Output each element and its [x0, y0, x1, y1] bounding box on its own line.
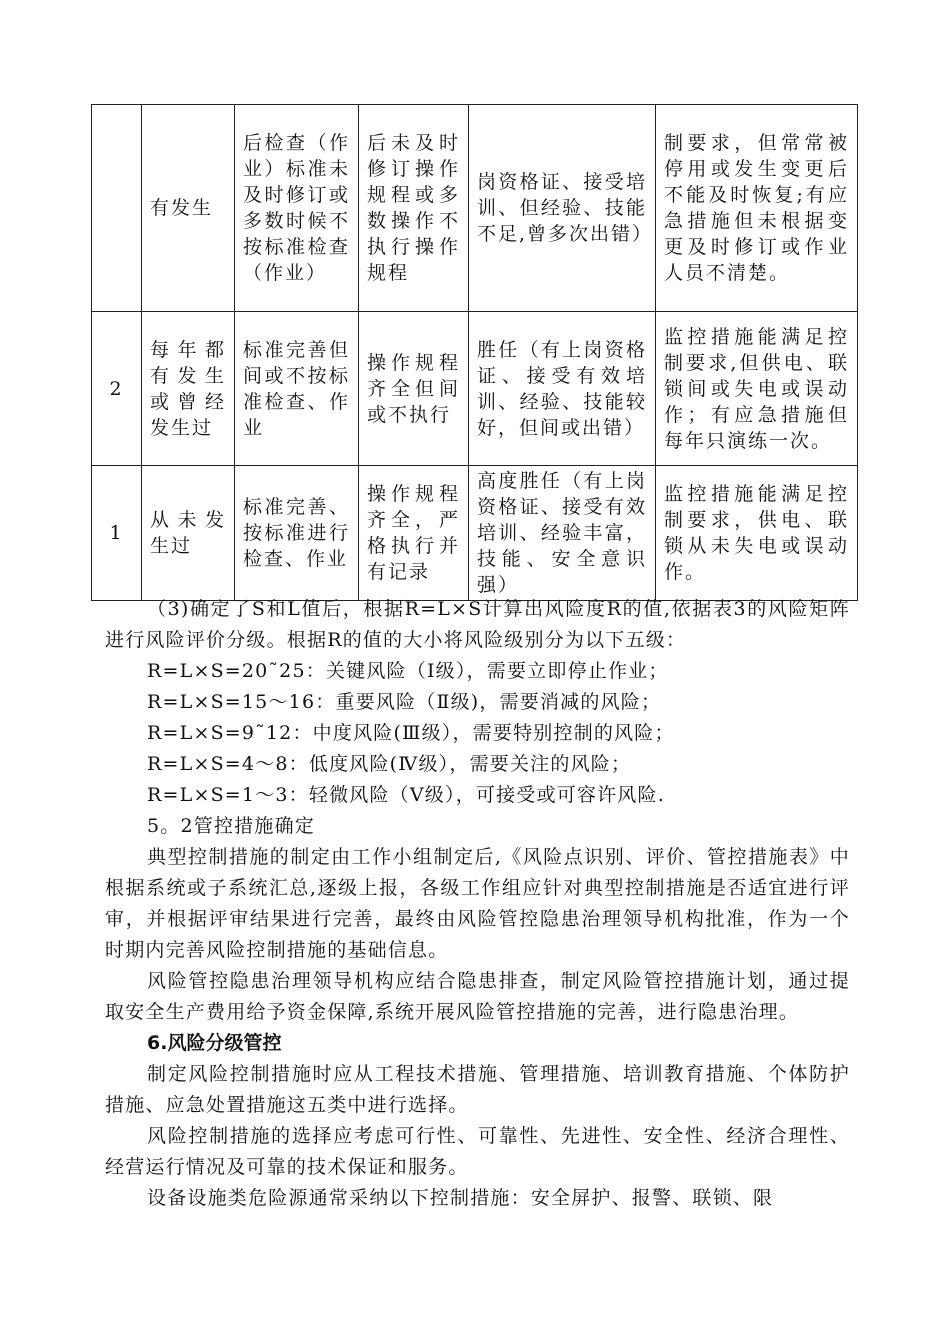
level-cell: [92, 105, 142, 312]
section-heading-5-2: 5。2管控措施确定: [147, 815, 315, 837]
hazard-governance-paragraph: 风险管控隐患治理领导机构应结合隐患排查，制定风险管控措施计划，通过提取安全生产费用给予资金保障,系统开展风险管控措施的完善，进行隐患治理。: [105, 970, 850, 1023]
control-measure-cell: 监控措施能满足控制要求,但供电、联锁间或失电或误动作；有应急措施但每年只演练一次。: [656, 312, 858, 466]
risk-level-4: R=L×S=4～8：低度风险(Ⅳ级），需要关注的风险；: [147, 753, 632, 775]
procedure-cell: 操作规程齐全，严格执行并有记录: [359, 466, 469, 601]
measure-types-paragraph: 制定风险控制措施时应从工程技术措施、管理措施、培训教育措施、个体防护措施、应急处置措施这五类中进行选择。: [105, 1063, 850, 1116]
personnel-cell: 胜任（有上岗资格证、接受有效培训、经验、技能较好，但间或出错）: [469, 312, 656, 466]
risk-calculation-paragraph: （3)确定了S和L值后，根据R=L×S计算出风险度R的值,依据表3的风险矩阵进行风险评价分级。根据R的值的大小将风险级别分为以下五级：: [105, 598, 850, 651]
risk-criteria-table: [91, 104, 858, 601]
body-text: [105, 594, 850, 1214]
level-cell: 1: [92, 466, 142, 601]
inspection-cell: 标准完善但间或不按标准检查、作业: [235, 312, 359, 466]
frequency-cell: 从未发生过: [142, 466, 235, 601]
equipment-measures-paragraph: 设备设施类危险源通常采纳以下控制措施：安全屏护、报警、联锁、限: [147, 1187, 774, 1209]
procedure-cell: 操作规程齐全但间或不执行: [359, 312, 469, 466]
table-row: [92, 312, 858, 466]
measure-selection-paragraph: 风险控制措施的选择应考虑可行性、可靠性、先进性、安全性、经济合理性、经营运行情况及可靠的技术保证和服务。: [105, 1125, 850, 1178]
risk-level-1: R=L×S=20˜25：关键风险（Ⅰ级），需要立即停止作业；: [147, 660, 669, 682]
personnel-cell: 高度胜任（有上岗资格证、接受有效培训、经验丰富，技能、安全意识强）: [469, 466, 656, 601]
frequency-cell: 每年都有发生或曾经发生过: [142, 312, 235, 466]
risk-level-3: R=L×S=9˜12：中度风险(Ⅲ级），需要特别控制的风险；: [147, 722, 675, 744]
procedure-cell: 后未及时修订操作规程或多数操作不执行操作规程: [359, 105, 469, 312]
table-row: [92, 105, 858, 312]
personnel-cell: 岗资格证、接受培训、但经验、技能不足,曾多次出错）: [469, 105, 656, 312]
frequency-cell: 有发生: [142, 105, 235, 312]
inspection-cell: 标准完善、按标准进行检查、作业: [235, 466, 359, 601]
level-cell: 2: [92, 312, 142, 466]
risk-level-5: R=L×S=1～3：轻微风险（Ⅴ级），可接受或可容许风险.: [147, 784, 665, 806]
control-measures-paragraph: 典型控制措施的制定由工作小组制定后,《风险点识别、评价、管控措施表》中根据系统或子系统汇总,逐级上报，各级工作组应针对典型控制措施是否适宜进行评审，并根据评审结果进行完善，最终由风险管控隐患治理领导机构批准，作为一个时期内完善风险控制措施的基础信息。: [105, 846, 850, 961]
table-row: [92, 466, 858, 601]
inspection-cell: 后检查（作业）标准未及时修订或多数时候不按标准检查（作业）: [235, 105, 359, 312]
control-measure-cell: 制要求，但常常被停用或发生变更后不能及时恢复;有应急措施但未根据变更及时修订或作业人员不清楚。: [656, 105, 858, 312]
control-measure-cell: 监控措施能满足控制要求，供电、联锁从未失电或误动作。: [656, 466, 858, 601]
risk-level-2: R=L×S=15～16：重要风险（Ⅱ级)，需要消减的风险；: [147, 691, 662, 713]
section-heading-6: 6.风险分级管控: [147, 1032, 282, 1054]
